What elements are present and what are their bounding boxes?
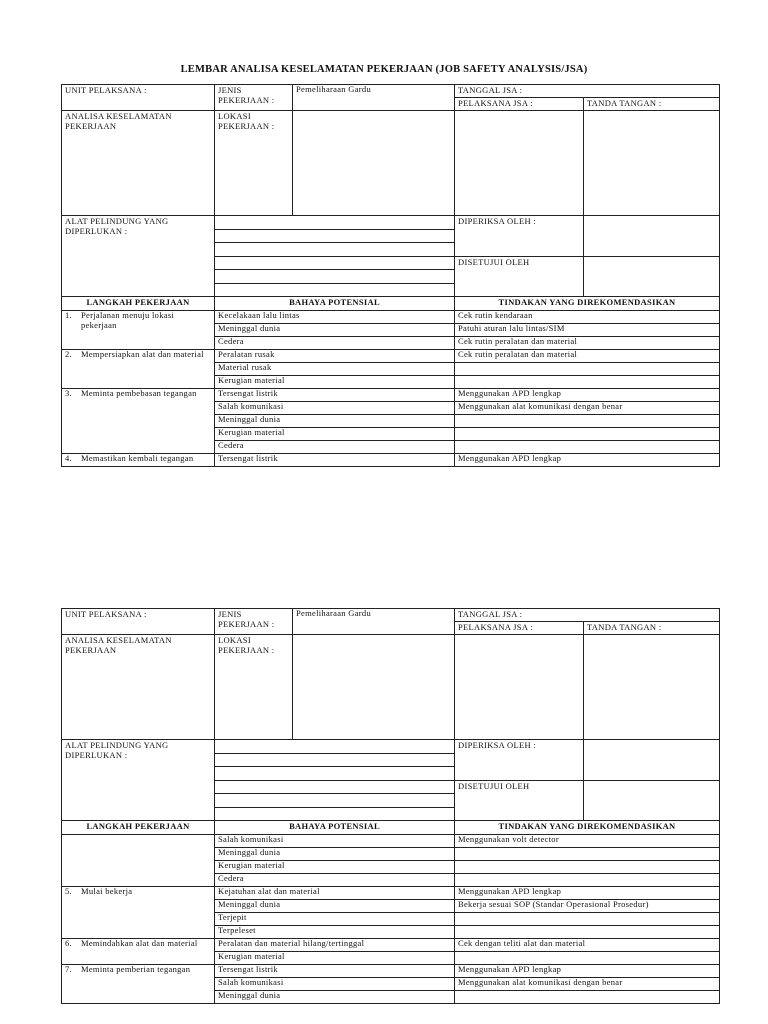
alat-pelindung-line — [215, 284, 455, 297]
bahaya-cell: Meninggal dunia — [215, 415, 455, 428]
langkah-pekerjaan-header: LANGKAH PEKERJAAN — [62, 297, 215, 311]
lokasi-pekerjaan-label: LOKASI PEKERJAAN : — [215, 635, 293, 740]
langkah-cell — [62, 887, 215, 939]
tindakan-header: TINDAKAN YANG DIREKOMENDASIKAN — [455, 297, 720, 311]
table-row — [62, 965, 720, 978]
alat-pelindung-line — [215, 767, 455, 781]
langkah-cell — [62, 939, 215, 965]
tindakan-cell: Cek rutin peralatan dan material — [455, 337, 720, 350]
bahaya-cell: Kecelakaan lalu lintas — [215, 311, 455, 324]
bahaya-cell: Kejatuhan alat dan material — [215, 887, 455, 900]
bahaya-cell: Cedera — [215, 874, 455, 887]
bahaya-cell: Meninggal dunia — [215, 848, 455, 861]
bahaya-cell: Meninggal dunia — [215, 900, 455, 913]
alat-pelindung-label: ALAT PELINDUNG YANG DIPERLUKAN : — [62, 216, 215, 297]
alat-pelindung-line — [215, 270, 455, 284]
table-row — [62, 311, 720, 324]
bahaya-cell: Salah komunikasi — [215, 402, 455, 415]
diperiksa-oleh-value — [584, 216, 720, 257]
bahaya-cell: Kerugian material — [215, 428, 455, 441]
table-row — [62, 887, 720, 900]
bahaya-cell: Cedera — [215, 441, 455, 454]
step-number: 4. — [65, 453, 72, 463]
tindakan-cell — [455, 376, 720, 389]
bahaya-potensial-header: BAHAYA POTENSIAL — [215, 297, 455, 311]
tindakan-cell: Patuhi aturan lalu lintas/SIM — [455, 324, 720, 337]
step-number: 1. — [65, 310, 72, 320]
bahaya-potensial-header: BAHAYA POTENSIAL — [215, 821, 455, 835]
alat-pelindung-line — [215, 257, 455, 270]
tindakan-cell: Menggunakan APD lengkap — [455, 965, 720, 978]
tindakan-cell — [455, 991, 720, 1004]
bahaya-cell: Tersengat listrik — [215, 965, 455, 978]
step-text: Memindahkan alat dan material — [81, 938, 198, 948]
tindakan-cell: Menggunakan volt detector — [455, 835, 720, 848]
bahaya-cell: Salah komunikasi — [215, 835, 455, 848]
step-number: 7. — [65, 964, 72, 974]
langkah-cell — [62, 454, 215, 467]
bahaya-cell: Peralatan rusak — [215, 350, 455, 363]
diperiksa-oleh-value — [584, 740, 720, 781]
step-text: Meminta pembebasan tegangan — [81, 388, 197, 398]
tindakan-cell: Menggunakan alat komunikasi dengan benar — [455, 402, 720, 415]
step-number: 3. — [65, 388, 72, 398]
tindakan-cell: Menggunakan APD lengkap — [455, 454, 720, 467]
tindakan-cell — [455, 848, 720, 861]
table-row — [62, 350, 720, 363]
bahaya-cell: Salah komunikasi — [215, 978, 455, 991]
analisa-keselamatan-label: ANALISA KESELAMATAN PEKERJAAN — [62, 635, 215, 740]
tanggal-jsa-label: TANGGAL JSA : — [455, 609, 720, 622]
alat-pelindung-line — [215, 808, 455, 821]
tindakan-cell: Menggunakan alat komunikasi dengan benar — [455, 978, 720, 991]
disetujui-oleh-label: DISETUJUI OLEH — [455, 781, 584, 821]
jsa-header-table — [61, 84, 720, 467]
alat-pelindung-line — [215, 216, 455, 230]
disetujui-oleh-label: DISETUJUI OLEH — [455, 257, 584, 297]
tindakan-cell: Cek rutin kendaraan — [455, 311, 720, 324]
disetujui-oleh-value — [584, 781, 720, 821]
unit-pelaksana-label: UNIT PELAKSANA : — [62, 609, 215, 635]
tanda-tangan-label: TANDA TANGAN : — [584, 98, 720, 111]
tanggal-jsa-label: TANGGAL JSA : — [455, 85, 720, 98]
pelaksana-jsa-label: PELAKSANA JSA : — [455, 622, 584, 635]
jenis-pekerjaan-value: Pemeliharaan Gardu — [293, 85, 455, 111]
pelaksana-jsa-value — [455, 635, 584, 740]
tanda-tangan-label: TANDA TANGAN : — [584, 622, 720, 635]
jsa-form-2 — [61, 608, 719, 1004]
alat-pelindung-line — [215, 754, 455, 767]
bahaya-cell: Kerugian material — [215, 861, 455, 874]
tindakan-cell: Menggunakan APD lengkap — [455, 887, 720, 900]
step-text: Memastikan kembali tegangan — [81, 453, 194, 463]
alat-pelindung-line — [215, 781, 455, 794]
langkah-cell — [62, 311, 215, 350]
table-row — [62, 454, 720, 467]
tindakan-cell — [455, 874, 720, 887]
alat-pelindung-line — [215, 243, 455, 257]
lokasi-pekerjaan-label: LOKASI PEKERJAAN : — [215, 111, 293, 216]
step-text: Mulai bekerja — [81, 886, 133, 896]
langkah-cell — [62, 835, 215, 887]
tindakan-cell — [455, 952, 720, 965]
tanda-tangan-value — [584, 635, 720, 740]
alat-pelindung-label: ALAT PELINDUNG YANG DIPERLUKAN : — [62, 740, 215, 821]
langkah-pekerjaan-header: LANGKAH PEKERJAAN — [62, 821, 215, 835]
pelaksana-jsa-value — [455, 111, 584, 216]
langkah-cell — [62, 389, 215, 454]
unit-pelaksana-label: UNIT PELAKSANA : — [62, 85, 215, 111]
analisa-keselamatan-label: ANALISA KESELAMATAN PEKERJAAN — [62, 111, 215, 216]
tindakan-cell — [455, 415, 720, 428]
alat-pelindung-line — [215, 740, 455, 754]
bahaya-cell: Kerugian material — [215, 952, 455, 965]
tindakan-cell — [455, 441, 720, 454]
bahaya-cell: Kerugian material — [215, 376, 455, 389]
step-number: 2. — [65, 349, 72, 359]
langkah-cell — [62, 965, 215, 1004]
lokasi-pekerjaan-value — [293, 111, 455, 216]
tindakan-cell: Menggunakan APD lengkap — [455, 389, 720, 402]
bahaya-cell: Cedera — [215, 337, 455, 350]
step-number: 5. — [65, 886, 72, 896]
bahaya-cell: Material rusak — [215, 363, 455, 376]
jsa-header-table — [61, 608, 720, 1004]
bahaya-cell: Peralatan dan material hilang/tertinggal — [215, 939, 455, 952]
alat-pelindung-line — [215, 794, 455, 808]
table-row — [62, 939, 720, 952]
bahaya-cell: Meninggal dunia — [215, 324, 455, 337]
tindakan-cell — [455, 861, 720, 874]
tindakan-cell — [455, 926, 720, 939]
jenis-pekerjaan-value: Pemeliharaan Gardu — [293, 609, 455, 635]
step-number: 6. — [65, 938, 72, 948]
diperiksa-oleh-label: DIPERIKSA OLEH : — [455, 216, 584, 257]
table-row — [62, 835, 720, 848]
jenis-pekerjaan-label: JENIS PEKERJAAN : — [215, 609, 293, 635]
tindakan-header: TINDAKAN YANG DIREKOMENDASIKAN — [455, 821, 720, 835]
bahaya-cell: Terpeleset — [215, 926, 455, 939]
tindakan-cell — [455, 363, 720, 376]
step-text: Mempersiapkan alat dan material — [81, 349, 204, 359]
tanda-tangan-value — [584, 111, 720, 216]
bahaya-cell: Tersengat listrik — [215, 454, 455, 467]
tindakan-cell: Cek rutin peralatan dan material — [455, 350, 720, 363]
diperiksa-oleh-label: DIPERIKSA OLEH : — [455, 740, 584, 781]
lokasi-pekerjaan-value — [293, 635, 455, 740]
table-row — [62, 389, 720, 402]
document-title: LEMBAR ANALISA KESELAMATAN PEKERJAAN (JOB SAFETY ANALYSIS/JSA) — [180, 64, 588, 75]
bahaya-cell: Meninggal dunia — [215, 991, 455, 1004]
tindakan-cell — [455, 913, 720, 926]
tindakan-cell: Cek dengan teliti alat dan material — [455, 939, 720, 952]
step-text: Meminta pemberian tegangan — [81, 964, 191, 974]
langkah-cell — [62, 350, 215, 389]
bahaya-cell: Tersengat listrik — [215, 389, 455, 402]
tindakan-cell — [455, 428, 720, 441]
step-text: Perjalanan menuju lokasi pekerjaan — [81, 310, 175, 330]
disetujui-oleh-value — [584, 257, 720, 297]
tindakan-cell: Bekerja sesuai SOP (Standar Operasional Prosedur) — [455, 900, 720, 913]
jsa-form-1 — [61, 84, 719, 467]
pelaksana-jsa-label: PELAKSANA JSA : — [455, 98, 584, 111]
jenis-pekerjaan-label: JENIS PEKERJAAN : — [215, 85, 293, 111]
bahaya-cell: Terjepit — [215, 913, 455, 926]
alat-pelindung-line — [215, 230, 455, 243]
